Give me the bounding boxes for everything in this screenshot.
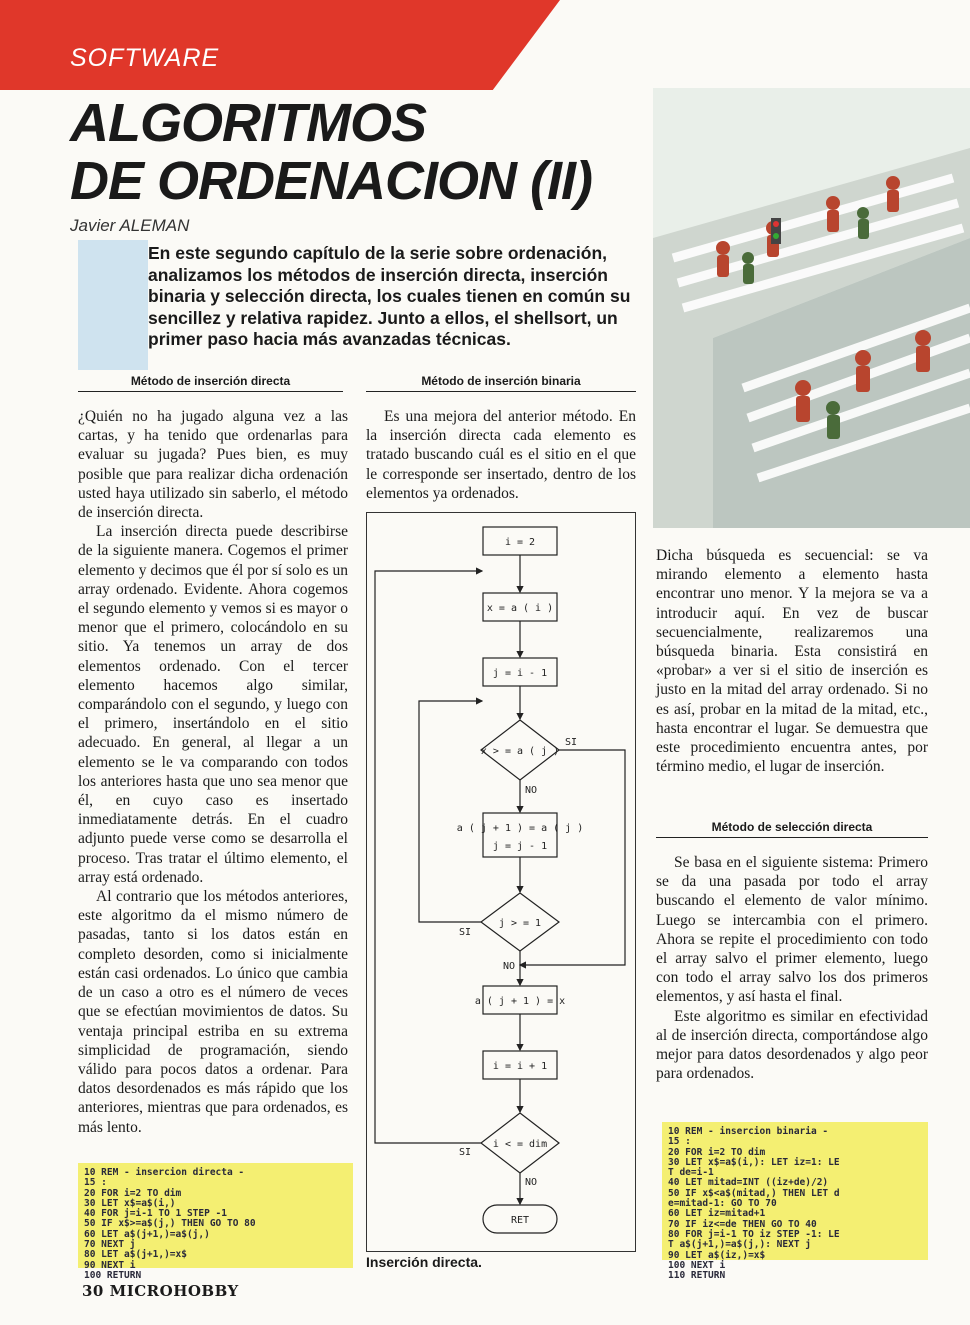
intro-paragraph: En este segundo capítulo de la serie sobre ordenación, analizamos los métodos de inserción directa, inserción binaria y selección directa, los cuales tienen en común su sencillez y relativa rapidez. Junto a ellos, el shellsort, un primer paso hacia más avanzadas técnicas. bbox=[148, 243, 631, 349]
flow-text: j > = 1 bbox=[498, 918, 542, 929]
col1-paragraph: ¿Quién no ha jugado alguna vez a las cartas, y ha tenido que ordenarlas para evaluar su jugada? Pues bien, es muy posible que para realizar dicha ordenación usted haya utilizado sin saberlo, el método de inserción directa. bbox=[78, 408, 348, 522]
flow-text: x > = a ( j ) bbox=[480, 746, 560, 757]
flow-text: RET bbox=[510, 1215, 530, 1226]
flow-label-yes: SI bbox=[459, 1147, 472, 1158]
flow-label-no: NO bbox=[525, 785, 538, 796]
flow-text: i = 2 bbox=[504, 537, 536, 548]
illustration-svg bbox=[653, 88, 970, 528]
col3-paragraph: Este algoritmo es similar en efectividad al de inserción directa, comportándose algo mejor para datos desordenados y algo peor para ordenados. bbox=[656, 1007, 928, 1083]
col1-paragraph: Al contrario que los métodos anteriores, este algoritmo da el mismo número de pasadas, tanto si los datos están en completo desorden, como si inicialmente están casi ordenados. Lo único que cambia de un caso a otro es el número de veces que se efectúan movimientos de datos. Su ventaja principal estriba en su extrema simplicidad de programación, siendo válido para pocos datos a ordenar. Para datos desordenados es más rápido que los anteriores, mientras que para ordenados, es más lento. bbox=[78, 888, 348, 1136]
intro-accent bbox=[78, 240, 148, 370]
flow-label-yes: SI bbox=[459, 927, 472, 938]
title-line-1: ALGORITMOS bbox=[70, 93, 426, 153]
col3-paragraph: Dicha búsqueda es secuencial: se va mirando elemento a elemento hasta encontrar uno menor. Y la mejora se va a introducir aquí. En vez de buscar secuencialmente, realizaremos una búsqueda binaria. Esta consistirá en «probar» a ver si el sitio de inserción es justo en la mitad del array ordenado. Si no es así, probar en la mitad de la mitad, etc., hasta encontrar el lugar. Se demuestra que este procedimiento encuentra antes, por término medio, el lugar de inserción. bbox=[656, 547, 928, 776]
flow-text: a ( j + 1 ) = x bbox=[474, 996, 566, 1007]
flow-label-yes: SI bbox=[565, 737, 578, 748]
column-3-text-2 bbox=[656, 853, 928, 1083]
code-insercion-binaria: 10 REM - insercion binaria - 15 : 20 FOR i=2 TO dim 30 LET x$=a$(i,): LET iz=1: LE T de=i-1 40 LET mitad=INT ((iz+de)/2) 50 IF x$<a$(mitad,) THEN LET d e=mitad-1: GO TO 70 60 LET iz=mitad+1 70 IF iz<=de THEN GO TO 40 80 FOR j=i-1 TO iz STEP -1: LE T a$(j+1,)=a$(j,): NEXT j 90 LET a$(iz,)=x$ 100 NEXT i 110 RETURN bbox=[662, 1122, 928, 1260]
col2-paragraph: Es una mejora del anterior método. En la inserción directa cada elemento es tratado buscando cuál es el sitio en el que le corresponde ser insertado, dentro de los elementos ya ordenados. bbox=[366, 408, 636, 502]
flow-text: x = a ( i ) bbox=[486, 603, 554, 614]
flow-text: j = i - 1 bbox=[492, 668, 548, 679]
flow-text: i < = dim bbox=[492, 1139, 548, 1150]
code-insercion-directa: 10 REM - insercion directa - 15 : 20 FOR i=2 TO dim 30 LET x$=a$(i,) 40 FOR j=i-1 TO 1 STEP -1 50 IF x$>=a$(j,) THEN GO TO 80 60 LET a$(j+1,)=a$(j,) 70 NEXT j 80 LET a$(j+1,)=x$ 90 NEXT i 100 RETURN bbox=[78, 1163, 353, 1268]
heading-seleccion-directa: Método de selección directa bbox=[656, 820, 928, 838]
page-footer: 30 MICROHOBBY bbox=[82, 1282, 239, 1300]
section-label: SOFTWARE bbox=[70, 44, 220, 72]
title-line-2: DE ORDENACION (II) bbox=[70, 151, 592, 211]
flow-label-no: NO bbox=[503, 961, 516, 972]
column-3-text bbox=[656, 546, 928, 776]
col3-paragraph: Se basa en el siguiente sistema: Primero se da una pasada por todo el array buscando el elemento de valor mínimo. Luego se intercambia con el primero. Ahora se repite el procedimiento con todo el array salvo el primer elemento, luego con todo el array salvo los dos primeros elementos, y así hasta el final. bbox=[656, 854, 928, 1006]
flowchart-svg bbox=[367, 513, 634, 1250]
flow-text: a ( j + 1 ) = a ( j ) bbox=[456, 823, 584, 834]
article-title bbox=[70, 94, 592, 210]
author: Javier ALEMAN bbox=[70, 216, 190, 235]
flowchart-caption: Inserción directa. bbox=[366, 1254, 482, 1270]
col1-paragraph: La inserción directa puede describirse de la siguiente manera. Cogemos el primer elemento y decimos que él por sí solo es un array ordenado. Evidente. Ahora cogemos el segundo elemento y vemos si es mayor o menor que el primero, colocándolo en su sitio. Ya tenemos un array de dos elementos ordenado. Con el tercer elemento hacemos algo similar, comparándolo con el segundo, y luego con el primero, insertándolo en el sitio adecuado. En general, al llegar a un elemento se le va comparando con todos los anteriores hasta que uno sea menor que él, en cuyo caso es insertado inmediatamente detrás. En el cuadro adjunto puede verse como se desarrolla el proceso. Tras tratar el último elemento, el array está ordenado. bbox=[78, 523, 348, 886]
flow-text: i = i + 1 bbox=[492, 1061, 548, 1072]
heading-insercion-binaria: Método de inserción binaria bbox=[366, 374, 636, 392]
column-2-text bbox=[366, 407, 636, 503]
crosswalk-illustration bbox=[653, 88, 970, 528]
column-1-text bbox=[78, 407, 348, 1137]
flow-text: j = j - 1 bbox=[492, 841, 548, 852]
flowchart bbox=[366, 512, 636, 1252]
flow-label-no: NO bbox=[525, 1177, 538, 1188]
heading-insercion-directa: Método de inserción directa bbox=[78, 374, 343, 392]
